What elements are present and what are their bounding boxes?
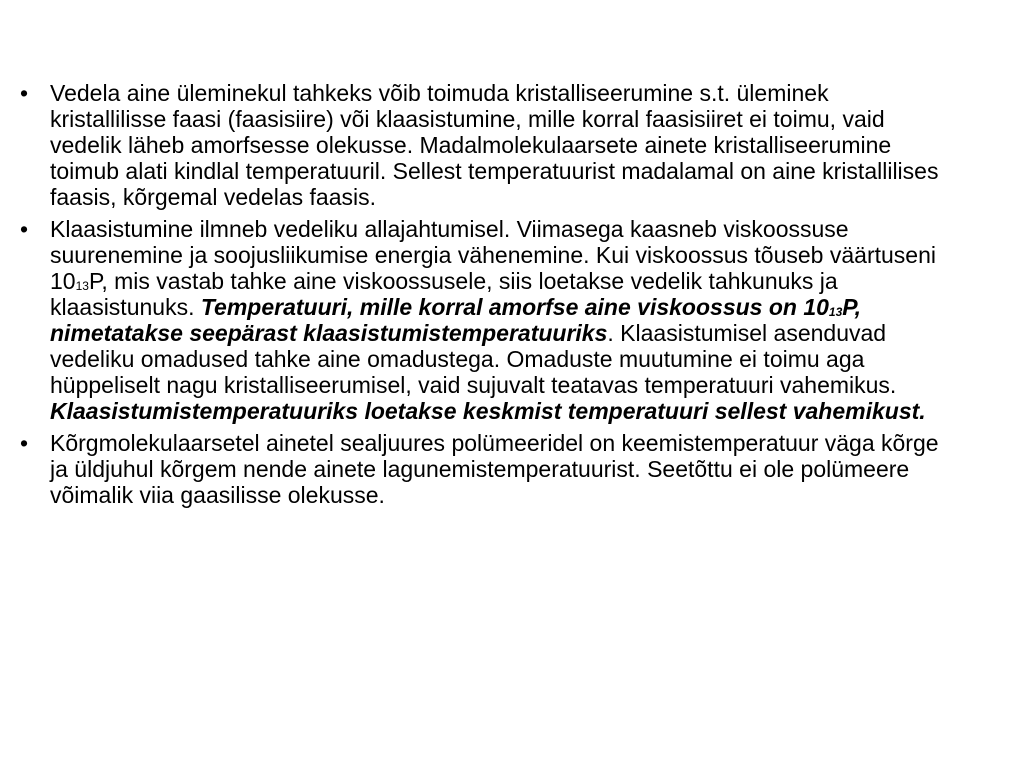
- emphasis-definition-b: P, nimetatakse seepärast klaasistumistemperatuuriks: [50, 294, 862, 346]
- bullet-text-part1: Klaasistumine ilmneb vedeliku allajahtumisel. Viimasega kaasneb viskoossuse suurenemine ja soojusliikumise energia vähenemine. Kui viskoossus tõuseb väärtuseni 10: [50, 216, 936, 294]
- bullet-text: Vedela aine üleminekul tahkeks võib toimuda kristalliseerumine s.t. üleminek kristallilisse faasi (faasisiire) või klaasistumine, mille korral faasisiiret ei toimu, vaid vedelik läheb amorfsesse olekusse. Madalmolekulaarsete ainete kristalliseerumine toimub alati kindlal temperatuuril. Sellest temperatuurist madalamal on aine kristallilises faasis, kõrgemal vedelas faasis.: [50, 80, 939, 210]
- emphasis-definition-a: Temperatuuri, mille korral amorfse aine viskoossus on 10: [200, 294, 829, 320]
- bullet-text-part2: P, mis vastab tahke aine viskoossusele, siis loetakse vedelik tahkunuks ja klaasistunuks.: [50, 268, 838, 320]
- bullet-item-1: [0, 80, 940, 210]
- emphasis-exponent: 13: [828, 305, 843, 319]
- bullet-marker: •: [19, 80, 29, 106]
- bullet-item-3: [0, 430, 940, 508]
- bullet-marker: •: [19, 216, 29, 242]
- bullet-marker: •: [19, 430, 29, 456]
- bullet-item-2: [0, 216, 940, 424]
- bullet-text: Kõrgmolekulaarsetel ainetel sealjuures polümeeridel on keemistemperatuur väga kõrge ja üldjuhul kõrgem nende ainete lagunemistemperatuurist. Seetõttu ei ole polümeere võimalik viia gaasilisse olekusse.: [50, 430, 939, 508]
- bullet-text-part3: . Klaasistumisel asenduvad vedeliku omadused tahke aine omadustega. Omaduste muutumine ei toimu aga hüppeliselt nagu kristalliseerumisel, vaid sujuvalt teatavas temperatuuri vahemikus.: [50, 320, 897, 398]
- bullet-list: [0, 80, 940, 514]
- exponent: 13: [75, 279, 89, 293]
- emphasis-conclusion: Klaasistumistemperatuuriks loetakse keskmist temperatuuri sellest vahemikust.: [50, 398, 926, 424]
